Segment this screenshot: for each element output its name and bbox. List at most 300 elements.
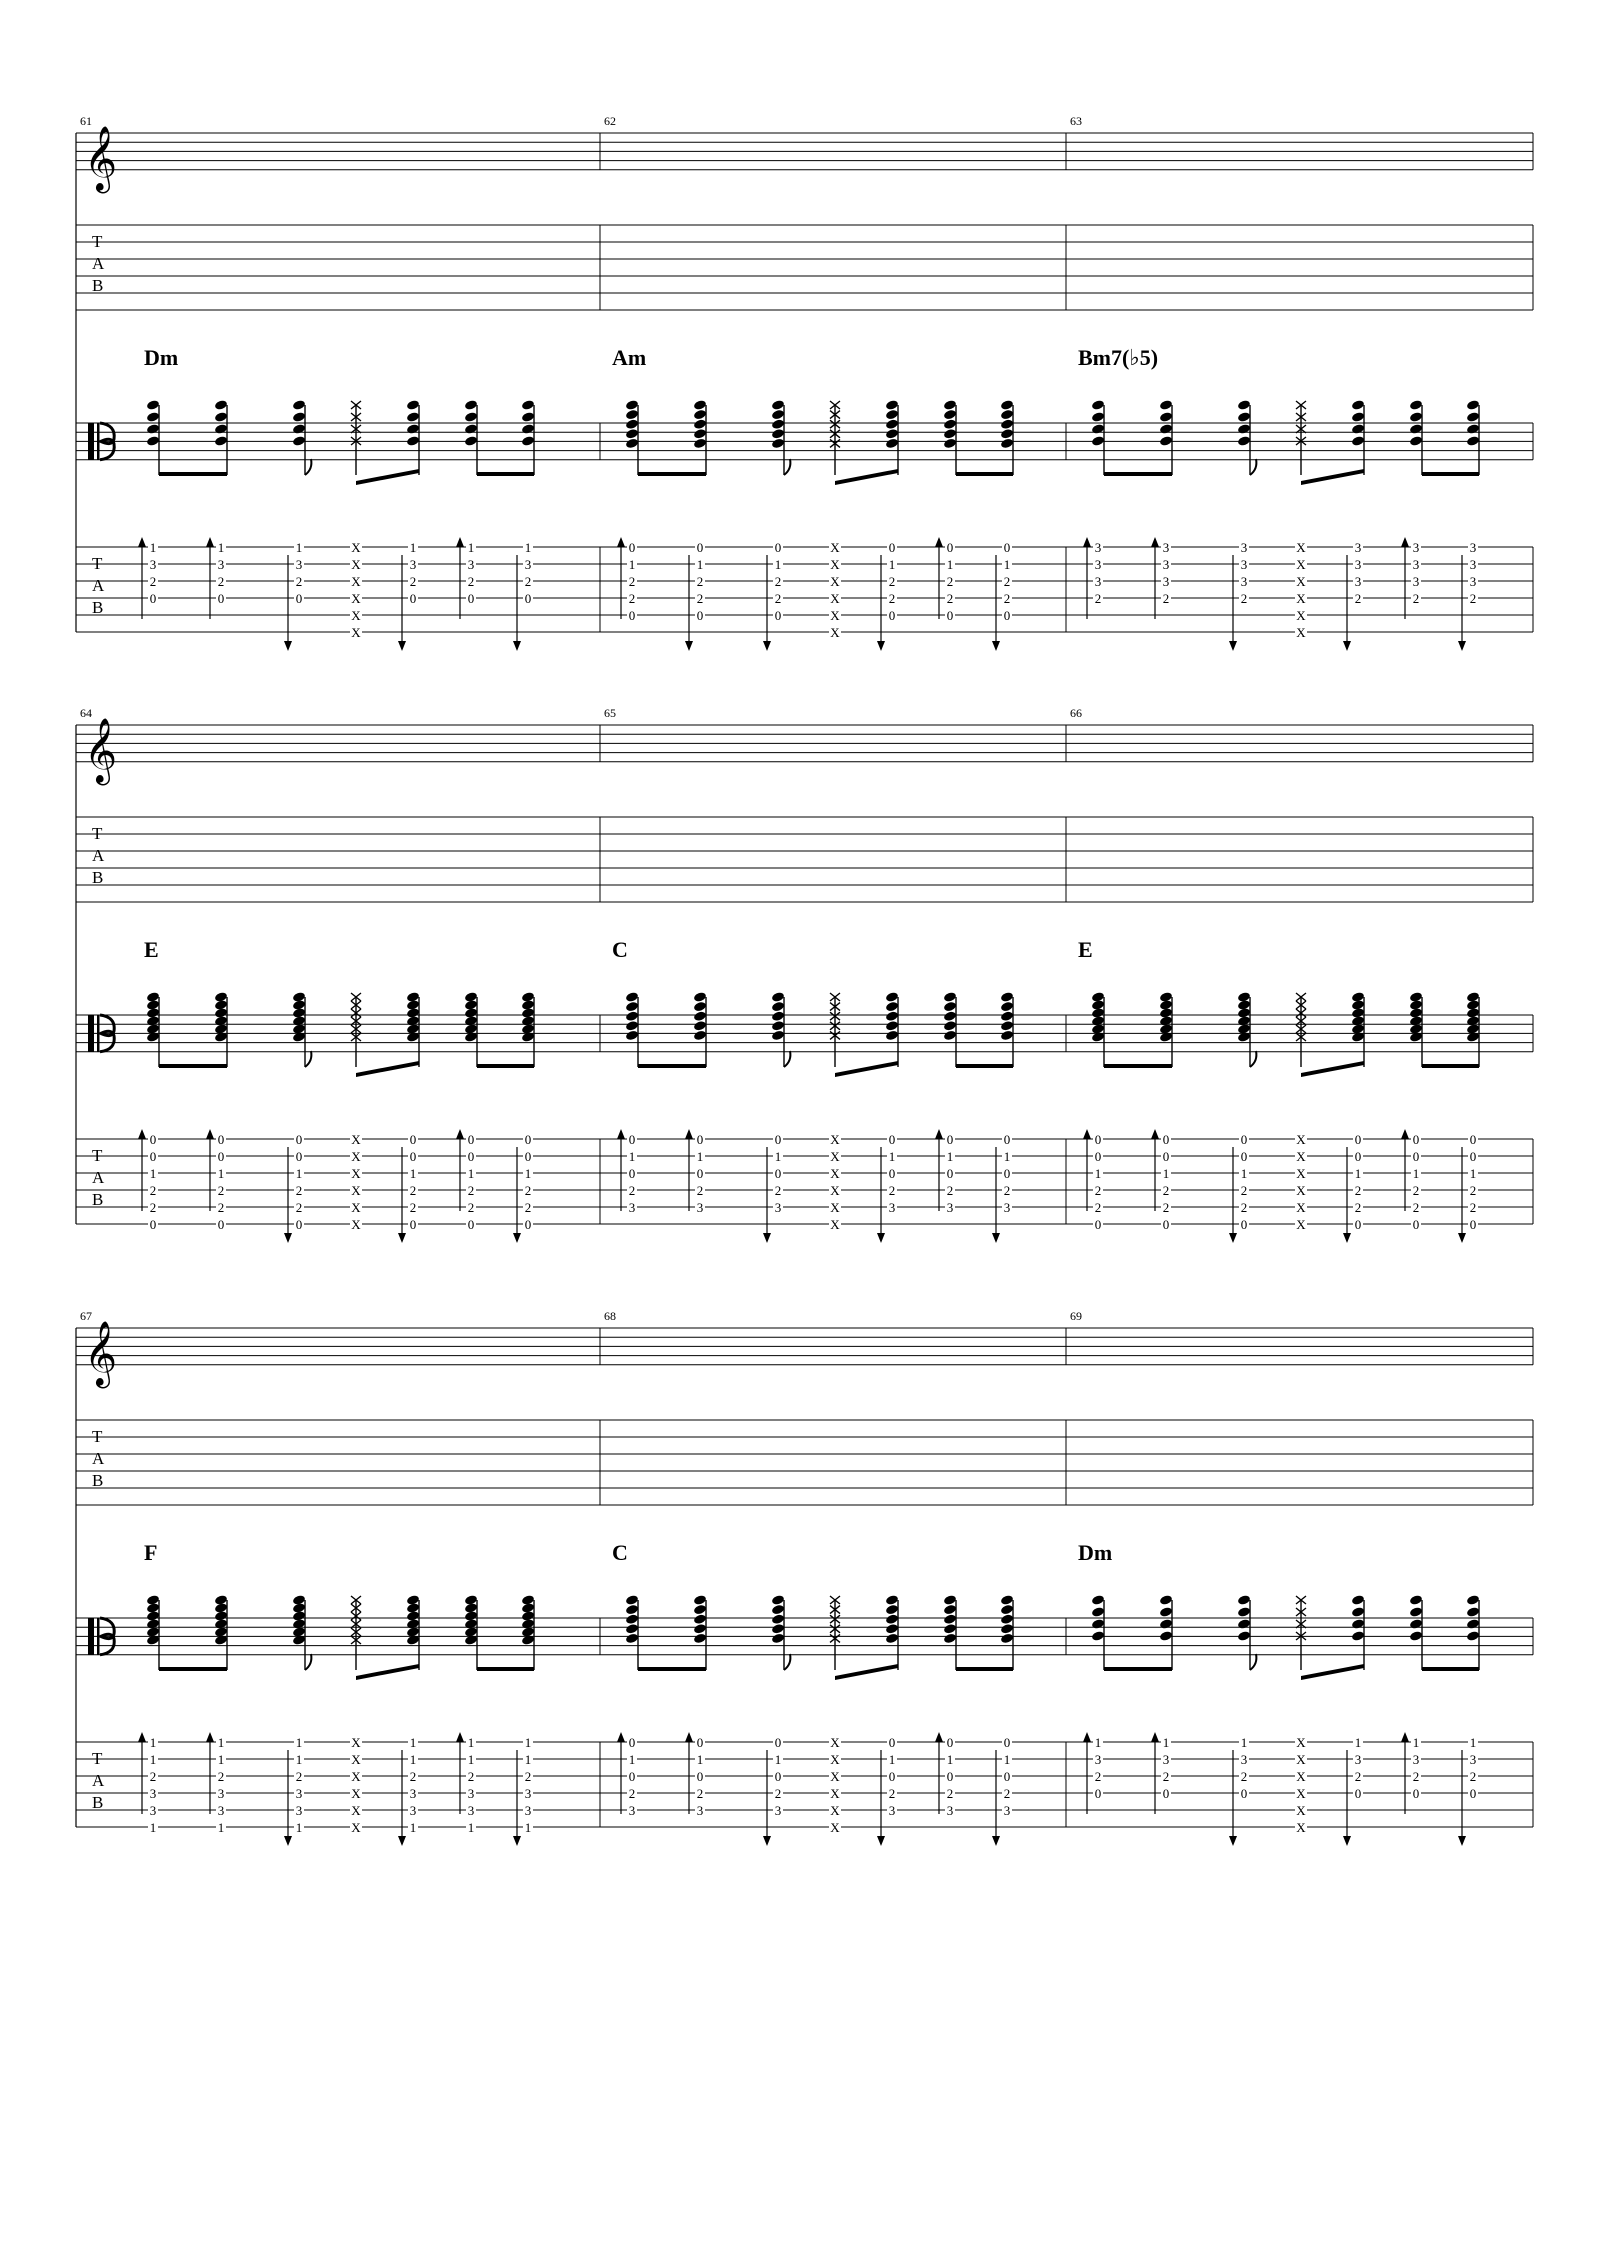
arrow-down-icon bbox=[992, 1233, 1000, 1243]
beam bbox=[356, 469, 419, 485]
arrow-up-icon bbox=[935, 537, 943, 547]
tab-fret: 1 bbox=[217, 1820, 225, 1835]
tab-column bbox=[829, 1132, 841, 1232]
tab-fret: 1 bbox=[409, 540, 417, 555]
tab-muted-x: X bbox=[1296, 557, 1306, 572]
tab-fret: 3 bbox=[295, 1803, 303, 1818]
tab-fret: 3 bbox=[295, 557, 303, 572]
tab-fret: 2 bbox=[149, 1183, 157, 1198]
tab-fret: 3 bbox=[1240, 557, 1248, 572]
tab-fret: 3 bbox=[467, 557, 475, 572]
tab-fret: 1 bbox=[888, 1752, 896, 1767]
chord-stack bbox=[292, 1594, 306, 1670]
tab-column bbox=[627, 540, 637, 623]
tab-fret: 2 bbox=[1003, 1183, 1011, 1198]
tab-fret: 2 bbox=[946, 1786, 954, 1801]
tab-fret: 0 bbox=[1412, 1786, 1420, 1801]
chord-stack bbox=[292, 399, 306, 475]
tab-fret: 0 bbox=[1162, 1217, 1170, 1232]
tab-fret: 0 bbox=[1003, 1166, 1011, 1181]
tab-column bbox=[294, 540, 304, 606]
chord-stack bbox=[625, 1594, 639, 1670]
notehead bbox=[406, 423, 420, 435]
tab-fret: 1 bbox=[774, 557, 782, 572]
muted-chord bbox=[351, 401, 361, 475]
tab-fret: 1 bbox=[295, 1752, 303, 1767]
chord-stack bbox=[146, 991, 160, 1067]
tab-fret: 2 bbox=[1412, 591, 1420, 606]
chord-stack bbox=[406, 991, 420, 1067]
tab-fret: 2 bbox=[774, 1183, 782, 1198]
tab-fret: 1 bbox=[524, 1166, 532, 1181]
tab-column bbox=[887, 1132, 897, 1215]
tab-fret: 2 bbox=[628, 1183, 636, 1198]
notehead bbox=[1159, 1630, 1173, 1642]
arrow-up-icon bbox=[1401, 537, 1409, 547]
beam bbox=[1422, 1064, 1479, 1068]
notehead bbox=[1000, 991, 1014, 1003]
chord-name: E bbox=[144, 937, 159, 962]
notehead bbox=[885, 1030, 899, 1042]
notehead bbox=[1351, 1606, 1365, 1618]
notehead bbox=[771, 1010, 785, 1022]
arrow-down-icon bbox=[877, 1233, 885, 1243]
arrow-up-icon bbox=[685, 1129, 693, 1139]
measure-number: 66 bbox=[1070, 706, 1082, 720]
tab-fret: 0 bbox=[409, 591, 417, 606]
muted-chord bbox=[830, 401, 840, 475]
tab-column bbox=[695, 1735, 705, 1818]
tab-fret: 1 bbox=[149, 1752, 157, 1767]
tab-column bbox=[1093, 1132, 1103, 1232]
tab-muted-x: X bbox=[351, 608, 361, 623]
tab-fret: 3 bbox=[1412, 574, 1420, 589]
notehead bbox=[943, 418, 957, 430]
tab-muted-x: X bbox=[1296, 1769, 1306, 1784]
chord-stack bbox=[1237, 399, 1251, 475]
notehead bbox=[693, 399, 707, 411]
notehead bbox=[943, 1001, 957, 1013]
tab-fret: 0 bbox=[149, 1149, 157, 1164]
tab-fret: 1 bbox=[628, 1149, 636, 1164]
treble-clef-icon: 𝄞 bbox=[84, 128, 118, 190]
tab-fret: 0 bbox=[1469, 1149, 1477, 1164]
treble-clef-icon: 𝄞 bbox=[84, 1323, 118, 1385]
tab-fret: 1 bbox=[295, 1820, 303, 1835]
chord-name: Dm bbox=[1078, 1540, 1113, 1565]
chord-name: Am bbox=[612, 345, 647, 370]
tab-fret: 1 bbox=[467, 1166, 475, 1181]
notehead bbox=[943, 1010, 957, 1022]
tab-fret: 2 bbox=[295, 1200, 303, 1215]
notehead bbox=[943, 1030, 957, 1042]
tab-column bbox=[1411, 1735, 1421, 1801]
chord-stack bbox=[406, 399, 420, 475]
arrow-down-icon bbox=[1343, 1836, 1351, 1846]
chord-name: Dm bbox=[144, 345, 179, 370]
tab-fret: 1 bbox=[524, 1752, 532, 1767]
tab-muted-x: X bbox=[351, 1752, 361, 1767]
tab-fret: 2 bbox=[696, 1183, 704, 1198]
muted-chord bbox=[351, 1596, 361, 1670]
chord-stack bbox=[625, 991, 639, 1067]
notehead bbox=[693, 991, 707, 1003]
tab-muted-x: X bbox=[1296, 1200, 1306, 1215]
tab-fret: 2 bbox=[295, 1183, 303, 1198]
tab-fret: 2 bbox=[1412, 1183, 1420, 1198]
arrow-down-icon bbox=[992, 641, 1000, 651]
tab-fret: 2 bbox=[1240, 1769, 1248, 1784]
chord-stack bbox=[885, 1594, 899, 1670]
arrow-up-icon bbox=[617, 537, 625, 547]
tab-fret: 2 bbox=[409, 574, 417, 589]
arrow-down-icon bbox=[513, 641, 521, 651]
tab-staff-empty bbox=[76, 225, 1533, 310]
tab-fret: 0 bbox=[696, 1769, 704, 1784]
tab-fret: 1 bbox=[774, 1149, 782, 1164]
tab-fret: 2 bbox=[946, 1183, 954, 1198]
system-2 bbox=[76, 706, 1533, 1243]
tab-fret: 0 bbox=[888, 1735, 896, 1750]
tab-fret: 2 bbox=[409, 1183, 417, 1198]
muted-chord bbox=[351, 993, 361, 1067]
tab-muted-x: X bbox=[1296, 540, 1306, 555]
notehead bbox=[625, 409, 639, 421]
eighth-flag-icon bbox=[784, 1051, 790, 1067]
tab-fret: 0 bbox=[1469, 1132, 1477, 1147]
tab-column bbox=[945, 540, 955, 623]
tab-fret: 2 bbox=[1162, 1769, 1170, 1784]
tab-fret: 3 bbox=[1094, 1752, 1102, 1767]
eighth-flag-icon bbox=[1250, 459, 1256, 475]
tab-column bbox=[350, 540, 362, 640]
tab-column bbox=[350, 1735, 362, 1835]
tab-column bbox=[1295, 540, 1307, 640]
tab-clef-letter: A bbox=[92, 1771, 105, 1790]
tab-fret: 3 bbox=[1412, 1752, 1420, 1767]
tab-muted-x: X bbox=[830, 625, 840, 640]
notehead bbox=[625, 1594, 639, 1606]
chord-stack bbox=[1409, 399, 1423, 475]
arrow-down-icon bbox=[992, 1836, 1000, 1846]
chord-stack bbox=[885, 991, 899, 1067]
eighth-flag-icon bbox=[305, 1051, 311, 1067]
tab-fret: 0 bbox=[1094, 1786, 1102, 1801]
tab-fret: 3 bbox=[696, 1803, 704, 1818]
beam bbox=[1301, 1664, 1364, 1680]
notehead bbox=[1409, 1618, 1423, 1630]
tab-fret: 3 bbox=[149, 557, 157, 572]
notehead bbox=[1000, 418, 1014, 430]
notehead bbox=[1091, 1630, 1105, 1642]
chord-name: C bbox=[612, 1540, 628, 1565]
notehead bbox=[771, 991, 785, 1003]
arrow-up-icon bbox=[456, 1732, 464, 1742]
tab-column bbox=[1093, 540, 1103, 606]
tab-fret: 1 bbox=[1094, 1735, 1102, 1750]
tab-column bbox=[945, 1735, 955, 1818]
tab-fret: 0 bbox=[1003, 540, 1011, 555]
eighth-flag-icon bbox=[784, 1654, 790, 1670]
notehead bbox=[943, 399, 957, 411]
tab-fret: 0 bbox=[409, 1217, 417, 1232]
tab-fret: 2 bbox=[524, 1200, 532, 1215]
tab-column bbox=[523, 540, 533, 606]
tab-fret: 2 bbox=[524, 1183, 532, 1198]
tab-muted-x: X bbox=[1296, 1149, 1306, 1164]
tab-fret: 2 bbox=[774, 1786, 782, 1801]
notehead bbox=[693, 1020, 707, 1032]
tab-muted-x: X bbox=[351, 1769, 361, 1784]
tab-fret: 1 bbox=[217, 1735, 225, 1750]
chord-stack bbox=[1091, 1594, 1105, 1670]
beam bbox=[638, 1667, 706, 1671]
tab-fret: 0 bbox=[217, 1132, 225, 1147]
tab-fret: 2 bbox=[1003, 1786, 1011, 1801]
notehead bbox=[693, 1001, 707, 1013]
notehead bbox=[146, 399, 160, 411]
tab-fret: 2 bbox=[1162, 1200, 1170, 1215]
measure-61 bbox=[80, 114, 535, 651]
tab-fret: 1 bbox=[1354, 1735, 1362, 1750]
notehead bbox=[943, 1594, 957, 1606]
measure-65 bbox=[604, 706, 1014, 1243]
notehead bbox=[693, 1594, 707, 1606]
beam bbox=[159, 472, 227, 476]
tab-clef-letter: A bbox=[92, 1168, 105, 1187]
tab-fret: 3 bbox=[1240, 1752, 1248, 1767]
tab-column bbox=[1468, 540, 1478, 606]
notehead bbox=[943, 1020, 957, 1032]
tab-fret: 3 bbox=[409, 557, 417, 572]
chord-stack bbox=[885, 399, 899, 475]
notehead bbox=[521, 411, 535, 423]
tab-fret: 3 bbox=[1354, 557, 1362, 572]
tab-fret: 2 bbox=[628, 574, 636, 589]
tab-fret: 3 bbox=[1240, 574, 1248, 589]
notehead bbox=[292, 423, 306, 435]
notehead bbox=[943, 1613, 957, 1625]
notehead bbox=[943, 1633, 957, 1645]
tab-fret: 2 bbox=[524, 1769, 532, 1784]
tab-clef-letter: T bbox=[92, 1427, 103, 1446]
tab-fret: 1 bbox=[1162, 1735, 1170, 1750]
notehead bbox=[1466, 1594, 1480, 1606]
tab-fret: 1 bbox=[1412, 1166, 1420, 1181]
notehead bbox=[625, 399, 639, 411]
tab-fret: 0 bbox=[888, 1132, 896, 1147]
tab-fret: 3 bbox=[1162, 557, 1170, 572]
arrow-up-icon bbox=[206, 537, 214, 547]
measure-63 bbox=[1070, 114, 1480, 651]
tab-column bbox=[1468, 1735, 1478, 1801]
beam bbox=[1301, 469, 1364, 485]
tab-fret: 1 bbox=[696, 1149, 704, 1164]
arrow-down-icon bbox=[398, 1233, 406, 1243]
tab-fret: 2 bbox=[1003, 574, 1011, 589]
tab-muted-x: X bbox=[351, 1183, 361, 1198]
notehead bbox=[1237, 1618, 1251, 1630]
notehead bbox=[1466, 399, 1480, 411]
notehead bbox=[1466, 1618, 1480, 1630]
notehead bbox=[885, 399, 899, 411]
notehead bbox=[885, 1001, 899, 1013]
tab-fret: 1 bbox=[217, 540, 225, 555]
arrow-up-icon bbox=[206, 1732, 214, 1742]
tab-fret: 2 bbox=[946, 574, 954, 589]
tab-fret: 0 bbox=[888, 608, 896, 623]
tab-muted-x: X bbox=[351, 1217, 361, 1232]
notehead bbox=[1351, 435, 1365, 447]
tab-fret: 1 bbox=[524, 1820, 532, 1835]
arrow-down-icon bbox=[513, 1233, 521, 1243]
notehead bbox=[1000, 1020, 1014, 1032]
muted-chord bbox=[1296, 1596, 1306, 1670]
arrow-down-icon bbox=[1458, 641, 1466, 651]
notehead bbox=[1466, 423, 1480, 435]
beam bbox=[159, 1667, 227, 1671]
tab-fret: 0 bbox=[628, 1769, 636, 1784]
beam bbox=[1104, 1667, 1172, 1671]
arrow-down-icon bbox=[877, 641, 885, 651]
tab-muted-x: X bbox=[830, 574, 840, 589]
tab-fret: 3 bbox=[1354, 540, 1362, 555]
tab-column bbox=[1002, 540, 1012, 623]
arrow-up-icon bbox=[206, 1129, 214, 1139]
arrow-down-icon bbox=[398, 641, 406, 651]
tab-fret: 2 bbox=[467, 1183, 475, 1198]
tab-fret: 3 bbox=[1003, 1803, 1011, 1818]
chord-stack bbox=[1351, 991, 1365, 1067]
chord-stack bbox=[464, 991, 478, 1067]
notehead bbox=[693, 428, 707, 440]
tab-fret: 2 bbox=[946, 591, 954, 606]
treble-staff bbox=[76, 1321, 1533, 1388]
notehead bbox=[1237, 423, 1251, 435]
chord-stack bbox=[1466, 991, 1480, 1067]
beam bbox=[638, 1064, 706, 1068]
arrow-up-icon bbox=[935, 1129, 943, 1139]
tab-muted-x: X bbox=[830, 1786, 840, 1801]
tab-fret: 2 bbox=[1412, 1200, 1420, 1215]
notehead bbox=[693, 1623, 707, 1635]
tab-fret: 1 bbox=[888, 1149, 896, 1164]
tab-fret: 0 bbox=[774, 1735, 782, 1750]
arrow-up-icon bbox=[1083, 1129, 1091, 1139]
tab-fret: 3 bbox=[946, 1200, 954, 1215]
beam bbox=[956, 472, 1013, 476]
notehead bbox=[625, 1020, 639, 1032]
tab-fret: 0 bbox=[467, 1132, 475, 1147]
chord-stack bbox=[1409, 1594, 1423, 1670]
notehead bbox=[1091, 1618, 1105, 1630]
tab-fret: 0 bbox=[774, 1769, 782, 1784]
tab-fret: 3 bbox=[409, 1803, 417, 1818]
notehead bbox=[1159, 1594, 1173, 1606]
tab-fret: 2 bbox=[1094, 591, 1102, 606]
notehead bbox=[943, 409, 957, 421]
notehead bbox=[214, 423, 228, 435]
notehead bbox=[1000, 1613, 1014, 1625]
notehead bbox=[625, 1604, 639, 1616]
notehead bbox=[1237, 399, 1251, 411]
chord-stack bbox=[1159, 1594, 1173, 1670]
tab-column bbox=[1239, 540, 1249, 606]
tab-fret: 3 bbox=[467, 1786, 475, 1801]
tab-fret: 0 bbox=[1162, 1132, 1170, 1147]
tab-fret: 1 bbox=[149, 540, 157, 555]
tab-fret: 0 bbox=[696, 1132, 704, 1147]
tab-muted-x: X bbox=[351, 1200, 361, 1215]
system-1 bbox=[76, 114, 1533, 651]
tab-fret: 0 bbox=[409, 1132, 417, 1147]
tab-muted-x: X bbox=[830, 1820, 840, 1835]
tab-fret: 1 bbox=[149, 1735, 157, 1750]
arrow-down-icon bbox=[284, 1233, 292, 1243]
tab-fret: 1 bbox=[1003, 557, 1011, 572]
tab-fret: 3 bbox=[149, 1786, 157, 1801]
notehead bbox=[1091, 435, 1105, 447]
tab-muted-x: X bbox=[351, 574, 361, 589]
chord-stack bbox=[693, 1594, 707, 1670]
tab-fret: 0 bbox=[774, 1132, 782, 1147]
tab-fret: 0 bbox=[467, 1149, 475, 1164]
tab-column bbox=[773, 1132, 783, 1215]
chord-stack bbox=[1159, 399, 1173, 475]
chord-stack bbox=[1000, 991, 1014, 1067]
tab-fret: 2 bbox=[1162, 1183, 1170, 1198]
chord-stack bbox=[943, 1594, 957, 1670]
tab-muted-x: X bbox=[830, 1752, 840, 1767]
chord-stack bbox=[1159, 991, 1173, 1067]
notehead bbox=[406, 399, 420, 411]
chord-stack bbox=[1237, 991, 1251, 1067]
tab-fret: 0 bbox=[628, 1166, 636, 1181]
tab-fret: 0 bbox=[946, 1132, 954, 1147]
tab-fret: 3 bbox=[524, 1786, 532, 1801]
arrow-up-icon bbox=[617, 1129, 625, 1139]
notehead bbox=[625, 1633, 639, 1645]
tab-fret: 2 bbox=[1094, 1769, 1102, 1784]
notehead bbox=[1000, 1623, 1014, 1635]
tab-fret: 0 bbox=[696, 608, 704, 623]
tab-fret: 2 bbox=[888, 574, 896, 589]
arrow-up-icon bbox=[1401, 1732, 1409, 1742]
tab-column bbox=[350, 1132, 362, 1232]
notehead bbox=[693, 1604, 707, 1616]
tab-fret: 3 bbox=[628, 1803, 636, 1818]
tab-column bbox=[216, 540, 226, 606]
arrow-down-icon bbox=[763, 641, 771, 651]
measure-number: 65 bbox=[604, 706, 616, 720]
arrow-down-icon bbox=[284, 641, 292, 651]
tab-column bbox=[627, 1735, 637, 1818]
tab-staff-empty bbox=[76, 817, 1533, 902]
tab-muted-x: X bbox=[1296, 1166, 1306, 1181]
notehead bbox=[771, 399, 785, 411]
tab-fret: 1 bbox=[467, 1820, 475, 1835]
notehead bbox=[771, 1001, 785, 1013]
tab-muted-x: X bbox=[1296, 1820, 1306, 1835]
notehead bbox=[943, 1623, 957, 1635]
tab-column bbox=[148, 1735, 158, 1835]
notehead bbox=[1159, 435, 1173, 447]
tab-fret: 2 bbox=[1094, 1183, 1102, 1198]
tab-fret: 2 bbox=[1469, 1183, 1477, 1198]
tab-fret: 3 bbox=[149, 1803, 157, 1818]
tab-fret: 1 bbox=[217, 1752, 225, 1767]
tab-fret: 0 bbox=[1469, 1786, 1477, 1801]
